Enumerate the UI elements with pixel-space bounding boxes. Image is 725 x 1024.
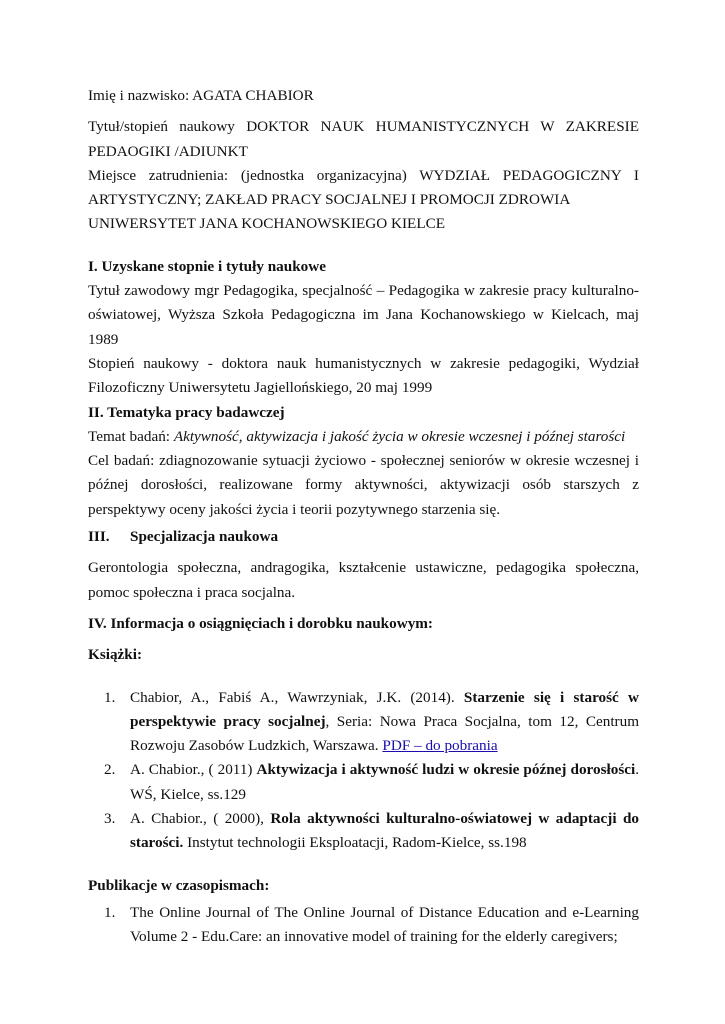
book-details: Instytut technologii Eksploatacji, Radom-Kielce, ss.198 [183, 834, 527, 852]
list-item [88, 901, 639, 950]
workplace-line-3: UNIWERSYTET JANA KOCHANOWSKIEGO KIELCE [88, 215, 446, 233]
book-authors: A. Chabior., ( 2011) [130, 761, 257, 779]
document-page [88, 84, 639, 950]
list-item [88, 807, 639, 856]
title-line-1: Tytuł/stopień naukowy DOKTOR NAUK HUMANISTYCZNYCH W ZAKRESIE [88, 118, 639, 136]
journals-heading: Publikacje w czasopismach: [88, 876, 270, 894]
book-title: Aktywizacja i aktywność ludzi w okresie późnej dorosłości [256, 761, 636, 779]
book-entry [130, 686, 639, 759]
journals-list [88, 901, 639, 950]
section-1-heading: I. Uzyskane stopnie i tytuły naukowe [88, 257, 326, 275]
book-entry [130, 758, 639, 807]
section-4-heading: IV. Informacja o osiągnięciach i dorobku naukowym: [88, 614, 433, 632]
section-3-title: Specjalizacja naukowa [130, 528, 279, 546]
book-details: . WŚ, Kielce, ss.129 [130, 761, 639, 803]
pdf-download-link[interactable]: PDF – do pobrania [382, 737, 498, 755]
list-number: 1. [104, 688, 116, 706]
research-topic-label: Temat badań: [88, 427, 171, 445]
list-number: 2. [104, 761, 116, 779]
section-2-heading: II. Tematyka pracy badawczej [88, 403, 285, 421]
research-topic [88, 425, 639, 449]
workplace-line-1: Miejsce zatrudnienia: (jednostka organizacyjna) WYDZIAŁ PEDAGOGICZNY I [88, 166, 639, 184]
list-item [88, 686, 639, 759]
journal-entry: The Online Journal of The Online Journal of Distance Education and e-Learning Volume 2 - Edu.Care: an innovative model of training for the elderly caregivers; [130, 903, 639, 946]
workplace-line-2: ARTYSTYCZNY; ZAKŁAD PRACY SOCJALNEJ I PROMOCJI ZDROWIA [88, 191, 571, 209]
section-3-heading [88, 525, 639, 549]
book-title: Rola aktywności kulturalno-oświatowej w adaptacji do starości. [130, 810, 639, 852]
name-line: Imię i nazwisko: AGATA CHABIOR [88, 87, 314, 104]
book-authors: A. Chabior., ( 2000), [130, 810, 271, 828]
title-line-2: PEDAOGIKI /ADIUNKT [88, 142, 248, 160]
list-number: 3. [104, 810, 116, 828]
book-entry [130, 807, 639, 856]
section-3-number: III. [88, 528, 110, 546]
list-item [88, 758, 639, 807]
research-goal: Cel badań: zdiagnozowanie sytuacji życiowo - społecznej seniorów w okresie wczesnej i późnej dorosłości, realizowane formy aktywności, aktywizacji osób starszych z perspektywy oceny jakości życia i teorii pozytywnego starzenia się. [88, 452, 639, 518]
list-number: 1. [104, 903, 116, 921]
research-topic-value: Aktywność, aktywizacja i jakość życia w okresie wczesnej i późnej starości [173, 427, 626, 445]
degree-paragraph-1: Tytuł zawodowy mgr Pedagogika, specjalność – Pedagogika w zakresie pracy kulturalno-oświatowej, Wyższa Szkoła Pedagogiczna im Jana Kochanowskiego w Kielcach, maj 1989 [88, 282, 639, 348]
specialization-text: Gerontologia społeczna, andragogika, kształcenie ustawiczne, pedagogika społeczna, pomoc społeczna i praca socjalna. [88, 559, 639, 601]
books-heading: Książki: [88, 646, 143, 664]
books-list [88, 686, 639, 856]
book-title: Starzenie się i starość w perspektywie pracy socjalnej [130, 688, 640, 730]
degree-paragraph-2: Stopień naukowy - doktora nauk humanistycznych w zakresie pedagogiki, Wydział Filozoficzny Uniwersytetu Jagiellońskiego, 20 maj 1999 [88, 354, 639, 397]
book-authors: Chabior, A., Fabiś A., Wawrzyniak, J.K. (2014). [130, 688, 464, 706]
book-details: , Seria: Nowa Praca Socjalna, tom 12, Centrum Rozwoju Zasobów Ludzkich, Warszawa. [130, 712, 640, 755]
